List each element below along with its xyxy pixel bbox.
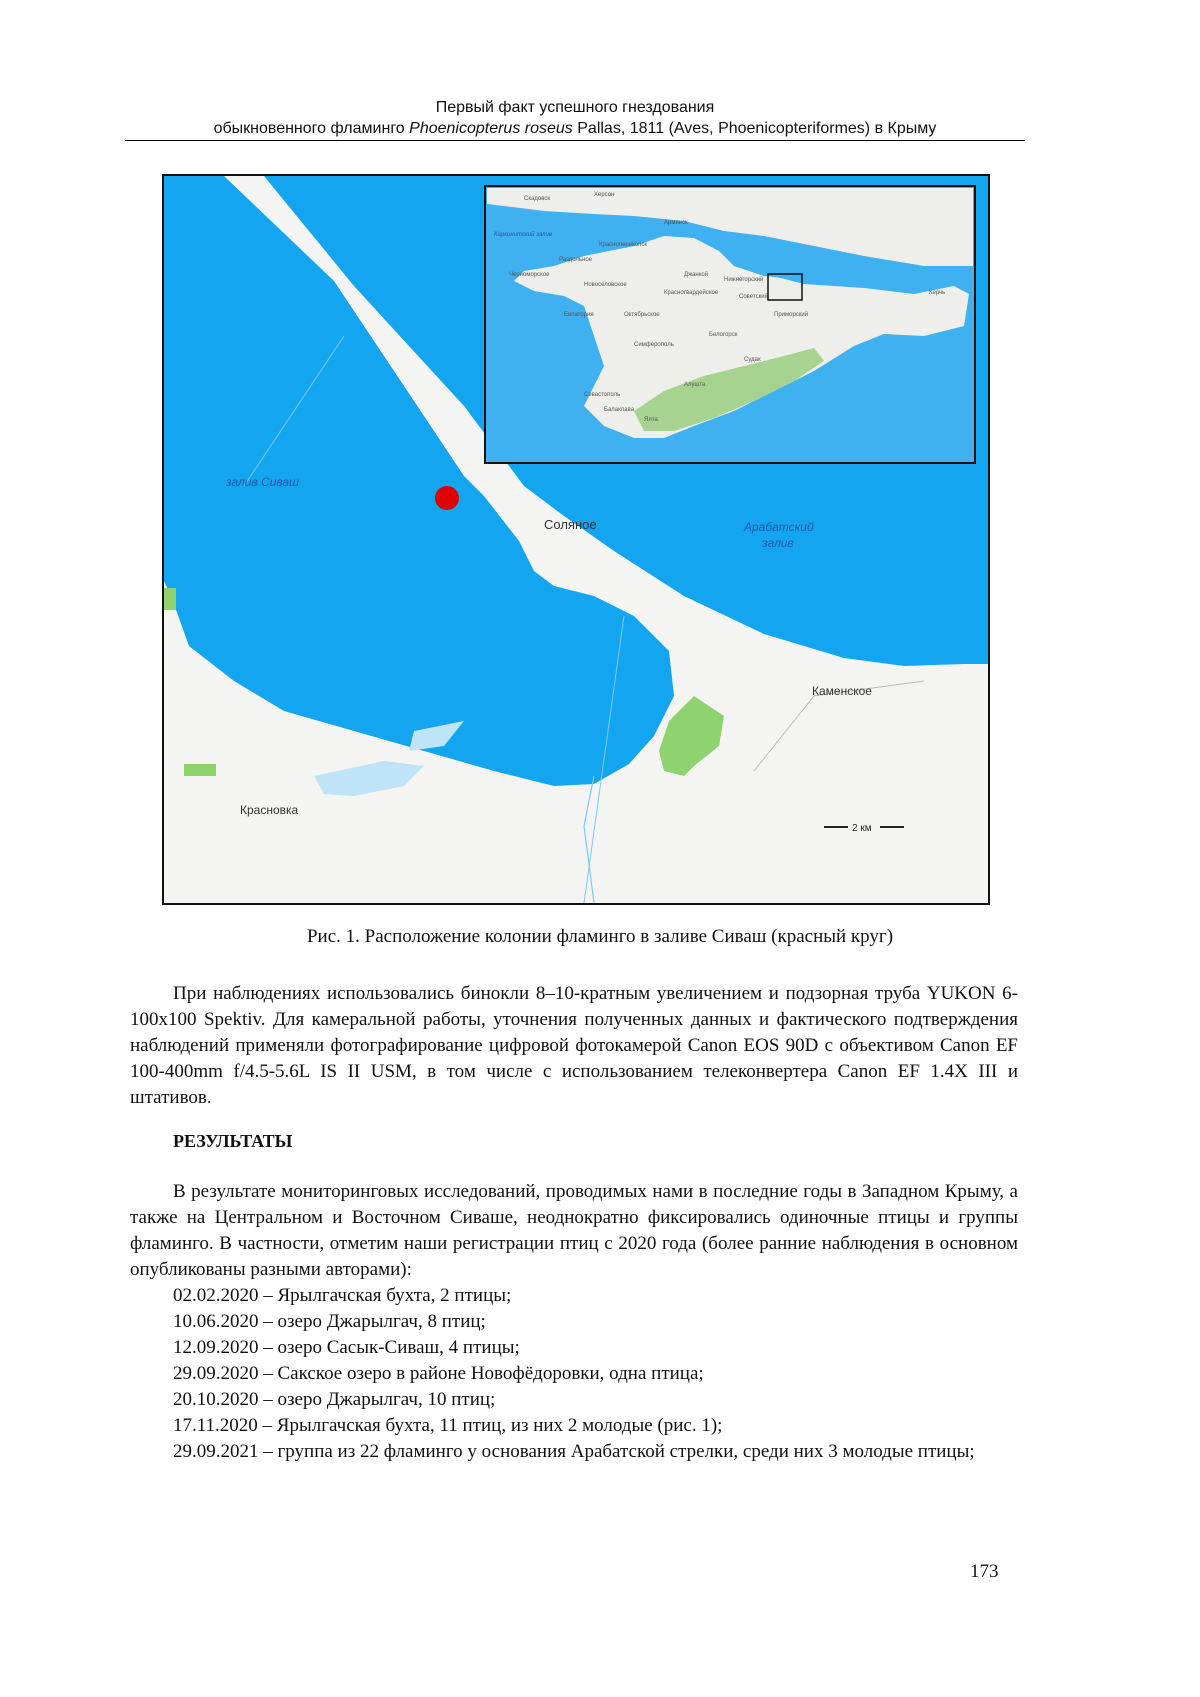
inset-label: Скадовск bbox=[524, 196, 551, 202]
inset-label: Красноперекопск bbox=[599, 242, 647, 248]
observation-item: 29.09.2021 – группа из 22 фламинго у основания Арабатской стрелки, среди них 3 молодые птицы; bbox=[173, 1441, 975, 1462]
header-line-2-end: Pallas, 1811 (Aves, Phoenicopteriformes) в Крыму bbox=[572, 120, 937, 137]
inset-label: Белогорск bbox=[709, 332, 738, 338]
section-heading-results: РЕЗУЛЬТАТЫ bbox=[173, 1131, 293, 1151]
header-line-1: Первый факт успешного гнездования bbox=[435, 99, 715, 116]
header-line-2-start: обыкновенного фламинго bbox=[213, 120, 410, 137]
label-arabat-bay-1: Арабатский bbox=[744, 520, 814, 534]
label-sivash-bay: залив Сиваш bbox=[226, 475, 299, 489]
label-arabat-bay-2: залив bbox=[762, 536, 794, 550]
observation-item: 12.09.2020 – озеро Сасык-Сиваш, 4 птицы; bbox=[173, 1337, 520, 1358]
inset-label: Красногвардейское bbox=[664, 290, 719, 296]
label-kamenskoe: Каменское bbox=[812, 684, 872, 698]
inset-label: Армянск bbox=[664, 220, 688, 226]
inset-label: Евпатория bbox=[564, 312, 594, 318]
label-krasnovka: Красновка bbox=[240, 803, 299, 817]
header-line-2 bbox=[125, 118, 1025, 139]
inset-label: Ялта bbox=[644, 417, 658, 423]
flamingo-colony-marker bbox=[435, 486, 459, 510]
observation-item: 10.06.2020 – озеро Джарылгач, 8 птиц; bbox=[173, 1311, 486, 1332]
paragraph-results bbox=[130, 1179, 1018, 1465]
inset-label: Судак bbox=[744, 357, 761, 363]
figure-caption: Рис. 1. Расположение колонии фламинго в заливе Сиваш (красный круг) bbox=[306, 926, 894, 947]
observation-item: 29.09.2020 – Сакское озеро в районе Новофёдоровки, одна птица; bbox=[173, 1363, 704, 1384]
paragraph-results-text: В результате мониторинговых исследований, проводимых нами в последние годы в Западном Крыму, а также на Центральном и Восточном Сиваше, неоднократно фиксировались одиночные птицы и группы фламинго. В частности, отметим наши регистрации птиц с 2020 года (более ранние наблюдения в основном опубликованы разными авторами): bbox=[130, 1181, 1018, 1280]
inset-label: Симферополь bbox=[634, 342, 674, 348]
inset-label: Севастополь bbox=[584, 392, 621, 398]
observation-item: 20.10.2020 – озеро Джарылгач, 10 птиц; bbox=[173, 1389, 496, 1410]
park-area-west bbox=[184, 764, 216, 776]
inset-label: Херсон bbox=[594, 192, 615, 198]
inset-label: Балаклава bbox=[604, 407, 635, 413]
species-name: Phoenicopterus roseus bbox=[409, 120, 573, 137]
inset-label: Советский bbox=[739, 294, 768, 300]
map-svg bbox=[164, 176, 988, 903]
scale-label: 2 км bbox=[852, 823, 872, 834]
inset-label: Черноморское bbox=[509, 272, 550, 278]
inset-label: Октябрьское bbox=[624, 312, 660, 318]
inset-label: Новоселовское bbox=[584, 282, 627, 288]
page-number: 173 bbox=[970, 1561, 999, 1582]
inset-label: Джанкой bbox=[684, 272, 709, 278]
inset-label: Каркинитский залив bbox=[494, 232, 552, 238]
inset-label: Керчь bbox=[929, 290, 946, 296]
running-header bbox=[125, 97, 1025, 139]
header-rule bbox=[125, 140, 1025, 141]
observation-item: 02.02.2020 – Ярылгачская бухта, 2 птицы; bbox=[173, 1285, 512, 1306]
paragraph-equipment-text: При наблюдениях использовались бинокли 8–10-кратным увеличением и подзорная труба YUKON 6-100x100 Spektiv. Для камеральной работы, уточнения полученных данных и фактического подтверждения наблюдений применяли фотографирование цифровой фотокамерой Canon EOS 90D с объективом Canon EF 100-400mm f/4.5-5.6L IS II USM, в том числе с использованием телеконвертера Canon EF 1.4X III и штативов. bbox=[130, 983, 1018, 1108]
figure-map bbox=[162, 174, 990, 905]
paragraph-equipment bbox=[130, 981, 1018, 1111]
label-solyanoe: Соляное bbox=[544, 517, 597, 532]
park-area-left bbox=[164, 588, 176, 610]
inset-label: Раздольное bbox=[559, 257, 593, 263]
inset-label: Алушта bbox=[684, 382, 706, 388]
inset-label: Нижнегорский bbox=[724, 277, 764, 283]
inset-label: Приморский bbox=[774, 312, 809, 318]
inset-map bbox=[485, 186, 975, 463]
observation-item: 17.11.2020 – Ярылгачская бухта, 11 птиц, из них 2 молодые (рис. 1); bbox=[173, 1415, 723, 1436]
